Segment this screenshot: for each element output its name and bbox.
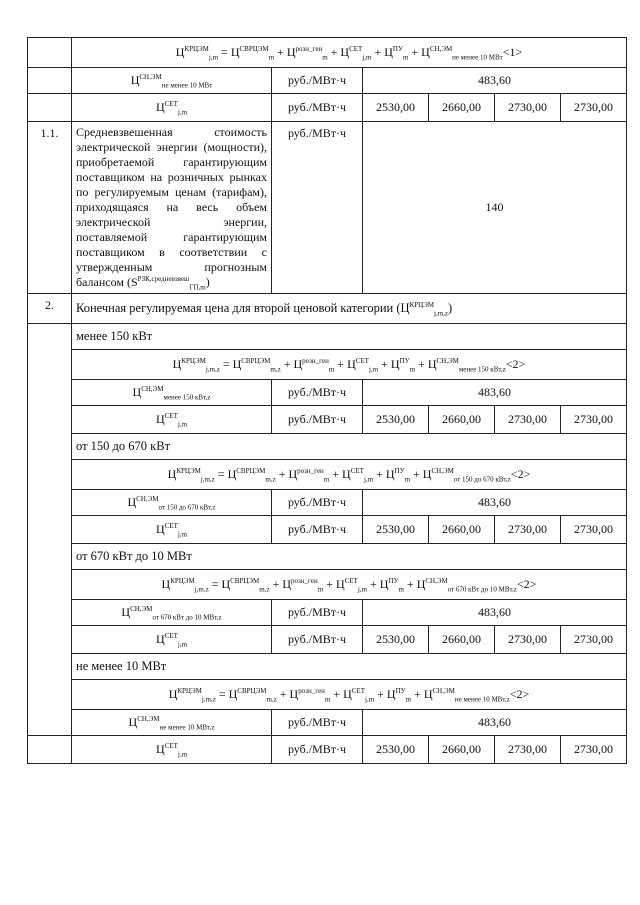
set-symbol: $Ц^{СЕТ}_{j,m}$ xyxy=(72,516,272,544)
unit: руб./МВт·ч xyxy=(272,68,363,94)
sn-em-value: 483,60 xyxy=(363,600,627,626)
consumer-groups-table xyxy=(27,323,627,764)
unit: руб./МВт·ч xyxy=(272,122,363,294)
set-value: 2730,00 xyxy=(495,736,561,764)
group-label: от 150 до 670 кВт xyxy=(72,434,627,460)
set-row xyxy=(28,516,627,544)
sn-em-symbol: $Ц^{СН,ЭМ}_{от 150 до 670 кВт,z}$ xyxy=(72,490,272,516)
set-value: 2730,00 xyxy=(495,406,561,434)
unit: руб./МВт·ч xyxy=(272,516,363,544)
group-label-row xyxy=(28,654,627,680)
formula-row xyxy=(28,38,627,68)
set-value: 2660,00 xyxy=(429,406,495,434)
set-symbol: $Ц^{СЕТ}_{j,m}$ xyxy=(72,626,272,654)
set-value: 2660,00 xyxy=(429,736,495,764)
formula: $Ц^{КРЦЭМ}_{j,m,z} = Ц^{СВРЦЭМ}_{m,z} + Ц^{розн\_ген}_m + Ц^{СЕТ}_{j,m} + Ц^{ПУ}_m + Ц^{СН,ЭМ}_{от 670 кВт до 10 МВт,z}<2>$ xyxy=(72,570,627,600)
group-label: от 670 кВт до 10 МВт xyxy=(72,544,627,570)
group-label: не менее 10 МВт xyxy=(72,654,627,680)
set-value: 2530,00 xyxy=(363,94,429,122)
item-2-title: Конечная регулируемая цена для второй ценовой категории $(Ц^{КРЦЭМ}_{j,m,z})$ xyxy=(72,294,627,324)
unit: руб./МВт·ч xyxy=(272,406,363,434)
sn-em-value: 483,60 xyxy=(363,68,627,94)
unit: руб./МВт·ч xyxy=(272,710,363,736)
set-value: 2730,00 xyxy=(495,626,561,654)
set-value: 2660,00 xyxy=(429,94,495,122)
set-symbol: $Ц^{СЕТ}_{j,m}$ xyxy=(72,406,272,434)
item-2-row xyxy=(28,294,627,324)
set-value: 2730,00 xyxy=(561,94,627,122)
group-label-row xyxy=(28,544,627,570)
set-symbol: $Ц^{СЕТ}_{j,m}$ xyxy=(72,736,272,764)
tariff-table-page xyxy=(27,37,614,764)
sn-em-row xyxy=(28,600,627,626)
set-symbol: $Ц^{СЕТ}_{j,m}$ xyxy=(72,94,272,122)
set-value: 2530,00 xyxy=(363,736,429,764)
formula: $Ц^{КРЦЭМ}_{j,m,z} = Ц^{СВРЦЭМ}_{m,z} + Ц^{розн\_ген}_m + Ц^{СЕТ}_{j,m} + Ц^{ПУ}_m + Ц^{СН,ЭМ}_{от 150 до 670 кВт,z}<2>$ xyxy=(72,460,627,490)
set-value: 2530,00 xyxy=(363,516,429,544)
sn-em-value: 483,60 xyxy=(363,710,627,736)
sn-em-value: 483,60 xyxy=(363,380,627,406)
set-row xyxy=(28,626,627,654)
avg-cost-value: 140 xyxy=(363,122,627,294)
sn-em-row xyxy=(28,710,627,736)
sn-em-value: 483,60 xyxy=(363,490,627,516)
group-label-row xyxy=(28,434,627,460)
formula: $Ц^{КРЦЭМ}_{j,m,z} = Ц^{СВРЦЭМ}_{m,z} + Ц^{розн\_ген}_m + Ц^{СЕТ}_{j,m} + Ц^{ПУ}_m + Ц^{СН,ЭМ}_{не менее 10 МВт,z}<2>$ xyxy=(72,680,627,710)
sn-em-row xyxy=(28,68,627,94)
item-1-1-row xyxy=(28,122,627,294)
item-description: Средневзвешенная стоимость электрической энергии (мощности), приобретаемой гарантирующим поставщиком на розничных рынках по регулируемым ценам (тарифам), приходящаяся на весь объем электрической энергии, поставляемой гарантирующим поставщиком в соответствии с утвержденным прогнозным балансом $(S^{РЗК,средневзвеш}_{ГП,m})$ xyxy=(72,122,272,294)
set-value: 2730,00 xyxy=(561,736,627,764)
sn-em-row xyxy=(28,380,627,406)
unit: руб./МВт·ч xyxy=(272,490,363,516)
group-label: менее 150 кВт xyxy=(72,324,627,350)
unit: руб./МВт·ч xyxy=(272,94,363,122)
unit: руб./МВт·ч xyxy=(272,600,363,626)
sn-em-symbol: $Ц^{СН,ЭМ}_{не менее 10 МВт,z}$ xyxy=(72,710,272,736)
set-value: 2730,00 xyxy=(561,516,627,544)
group-label-row xyxy=(28,324,627,350)
set-value: 2730,00 xyxy=(561,626,627,654)
formula-row xyxy=(28,570,627,600)
set-value: 2730,00 xyxy=(495,94,561,122)
set-value: 2730,00 xyxy=(495,516,561,544)
set-value: 2660,00 xyxy=(429,626,495,654)
formula-row xyxy=(28,350,627,380)
sn-em-symbol: $Ц^{СН,ЭМ}_{менее 150 кВт,z}$ xyxy=(72,380,272,406)
set-value: 2730,00 xyxy=(561,406,627,434)
set-value: 2530,00 xyxy=(363,406,429,434)
formula: $Ц^{КРЦЭМ}_{j,m} = Ц^{СВРЦЭМ}_m + Ц^{розн\_ген}_m + Ц^{СЕТ}_{j,m} + Ц^{ПУ}_m + Ц^{СН,ЭМ}_{не менее 10 МВт}<1>$ xyxy=(72,38,627,68)
set-value: 2530,00 xyxy=(363,626,429,654)
unit: руб./МВт·ч xyxy=(272,626,363,654)
set-row xyxy=(28,406,627,434)
set-value: 2660,00 xyxy=(429,516,495,544)
formula-row xyxy=(28,680,627,710)
item-number: 2. xyxy=(28,294,72,324)
sn-em-row xyxy=(28,490,627,516)
set-row xyxy=(28,94,627,122)
sn-em-symbol: $Ц^{СН,ЭМ}_{не менее 10 МВт}$ xyxy=(72,68,272,94)
unit: руб./МВт·ч xyxy=(272,380,363,406)
unit: руб./МВт·ч xyxy=(272,736,363,764)
sn-em-symbol: $Ц^{СН,ЭМ}_{от 670 кВт до 10 МВт,z}$ xyxy=(72,600,272,626)
tariff-table xyxy=(27,37,627,324)
item-number: 1.1. xyxy=(28,122,72,294)
set-row xyxy=(28,736,627,764)
formula-row xyxy=(28,460,627,490)
formula: $Ц^{КРЦЭМ}_{j,m,z} = Ц^{СВРЦЭМ}_{m,z} + Ц^{розн\_ген}_m + Ц^{СЕТ}_{j,m} + Ц^{ПУ}_m + Ц^{СН,ЭМ}_{менее 150 кВт,z}<2>$ xyxy=(72,350,627,380)
